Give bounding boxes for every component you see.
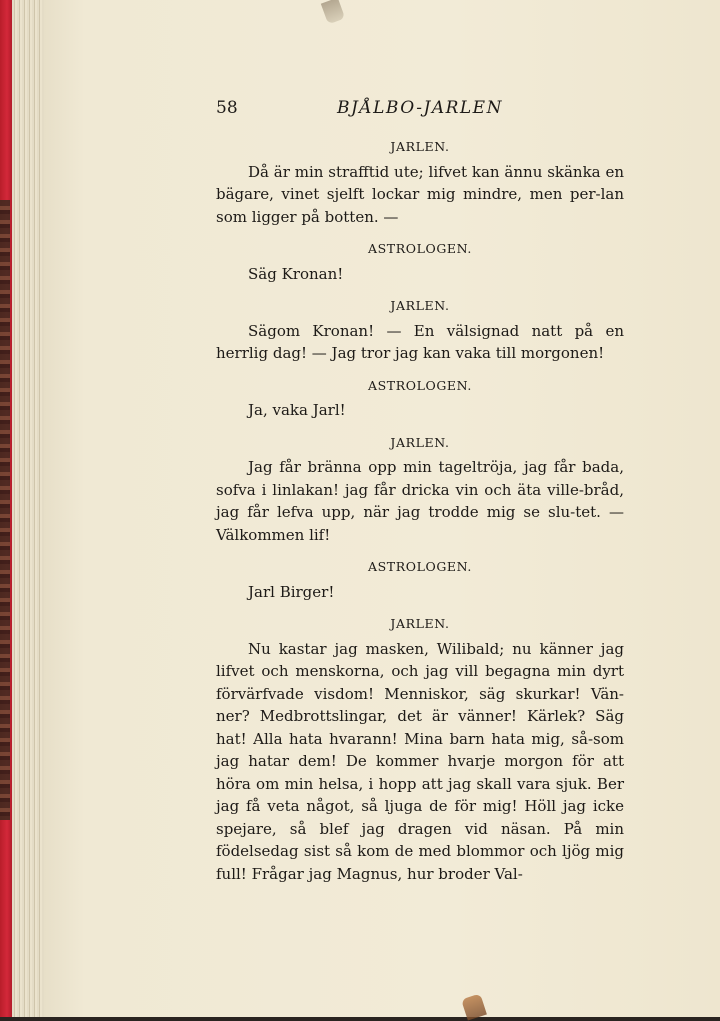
speech-paragraph: Nu kastar jag masken, Wilibald; nu känner jag lifvet och menskorna, och jag vill begagna min dyrt förvärfvade visdom! Menniskor, säg skurkar! Vän-ner? Medbrottslingar, det är vänner! Kärlek? Säg hat! Alla hata hvarann! Mina barn hata mig, så-som jag hatar dem! De kommer hvarje morgon för att höra om min helsa, i hopp att jag skall vara sjuk. Ber jag få veta något, så ljuga de för mig! Höll jag icke spejare, så blef jag dragen vid näsan. På min födelsedag sist så kom de med blommor och ljög mig full! Frågar jag Magnus, hur broder Val- [216, 639, 624, 883]
bottom-clip [461, 993, 487, 1020]
speaker-label: ASTROLOGEN. [368, 377, 472, 393]
speaker-label: JARLEN. [390, 616, 450, 631]
speech-paragraph: Sägom Kronan! — En välsignad natt på en herrlig dag! — Jag tror jag kan vaka till morgonen! [216, 321, 624, 362]
speaker-label: ASTROLOGEN. [368, 559, 472, 574]
top-clip [321, 0, 345, 24]
speaker-label: JARLEN. [390, 139, 450, 154]
speech-paragraph: Jarl Birger! [248, 582, 335, 601]
dialogue-text [216, 136, 624, 895]
page-number: 58 [216, 98, 238, 118]
speaker-label: ASTROLOGEN. [368, 241, 472, 256]
spine-pattern [0, 200, 10, 820]
page-header [216, 98, 624, 126]
speech-paragraph: Säg Kronan! [248, 264, 344, 283]
speaker-label: JARLEN. [390, 434, 450, 450]
page-edges [12, 0, 46, 1017]
speech-paragraph: Jag får bränna opp min tageltröja, jag får bada, sofva i linlakan! jag får dricka vin och äta ville-bråd, jag får lefva upp, när jag trodde mig se slu-tet. — Välkommen lif! [216, 458, 624, 544]
speaker-label: JARLEN. [390, 298, 450, 313]
running-title: BJÅLBO-JARLEN [337, 98, 503, 118]
speech-paragraph: Ja, vaka Jarl! [248, 401, 346, 419]
speech-paragraph: Då är min strafftid ute; lifvet kan ännu skänka en bägare, vinet sjelft lockar mig mindre, men per-lan som ligger på botten. — [216, 162, 624, 226]
